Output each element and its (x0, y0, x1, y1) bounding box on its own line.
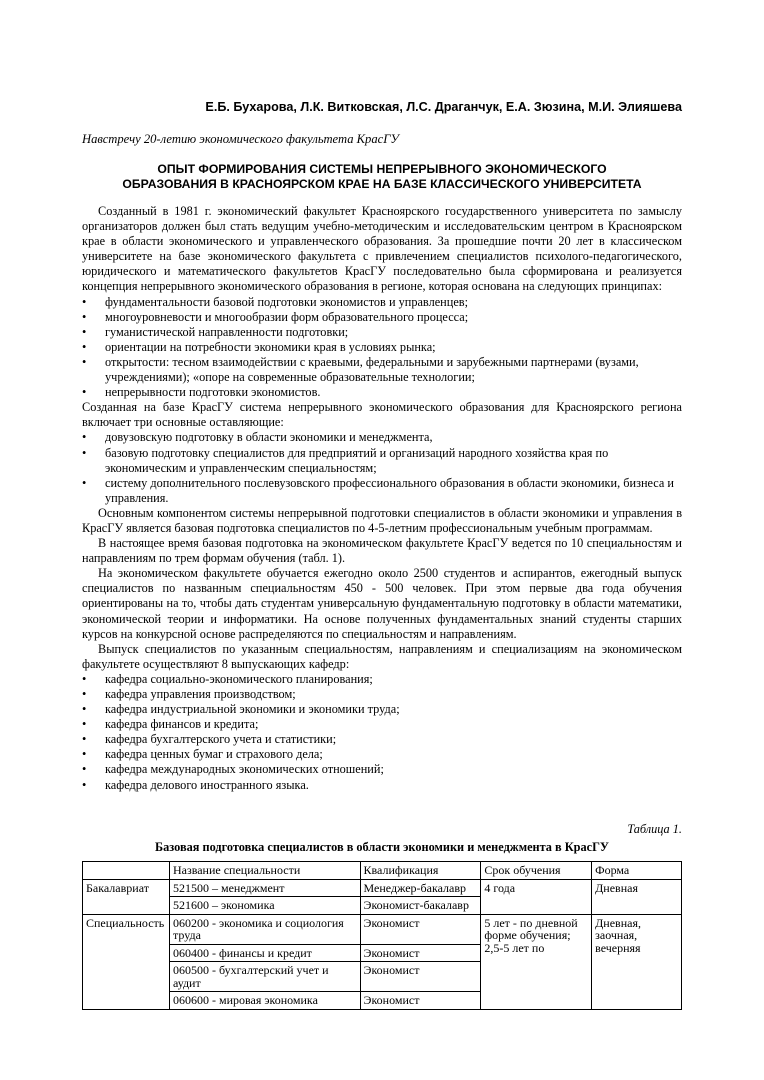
table-cell: 060400 - финансы и кредит (169, 944, 360, 962)
principles-list (82, 295, 682, 401)
components-list (82, 430, 682, 505)
table-cell: Экономист (360, 914, 481, 944)
paper-title (82, 162, 682, 192)
list-item: • базовую подготовку специалистов для предприятий и организаций народного хозяйства края по экономическим и управленческим специальностям; (82, 446, 682, 476)
list-item: • непрерывности подготовки экономистов. (82, 385, 682, 400)
form-text: Дневная, заочная, вечерняя (595, 915, 641, 955)
table-cell: Менеджер-бакалавр (360, 879, 481, 897)
table-header-cell: Название специальности (169, 862, 360, 880)
table-cell: Экономист-бакалавр (360, 897, 481, 915)
dedication: Навстречу 20-летию экономического факультета КрасГУ (82, 132, 399, 146)
paragraph-specialties: В настоящее время базовая подготовка на экономическом факультете КрасГУ ведется по 10 специальностям и направлениям по трем формам обучения (табл. 1). (82, 536, 682, 566)
table-cell: Экономист (360, 962, 481, 992)
table-cell: Экономист (360, 992, 481, 1010)
table-row (83, 914, 682, 944)
table-title: Базовая подготовка специалистов в области экономики и менеджмента в КрасГУ (155, 840, 609, 854)
list-item: • кафедра ценных бумаг и страхового дела; (82, 747, 682, 762)
table-cell: 521500 – менеджмент (169, 879, 360, 897)
table-header-cell: Форма (592, 862, 682, 880)
table-cell-term (481, 914, 592, 1009)
list-item: • кафедра индустриальной экономики и экономики труда; (82, 702, 682, 717)
table-cell-form: Дневная (592, 879, 682, 914)
title-line-2: ОБРАЗОВАНИЯ В КРАСНОЯРСКОМ КРАЕ НА БАЗЕ КЛАССИЧЕСКОГО УНИВЕРСИТЕТА (122, 177, 642, 191)
table-header-cell: Квалификация (360, 862, 481, 880)
list-item: • ориентации на потребности экономики края в условиях рынка; (82, 340, 682, 355)
term-text: 5 лет - по дневной форме обучения; 2,5-5 лет по (484, 915, 578, 955)
list-item: • кафедра делового иностранного языка. (82, 778, 682, 793)
list-item: • многоуровневости и многообразии форм образовательного процесса; (82, 310, 682, 325)
table-cell: 060200 - экономика и социология труда (169, 914, 360, 944)
table-header-row (83, 862, 682, 880)
title-line-1: ОПЫТ ФОРМИРОВАНИЯ СИСТЕМЫ НЕПРЕРЫВНОГО ЭКОНОМИЧЕСКОГО (157, 162, 607, 176)
paragraph-intro: Созданный в 1981 г. экономический факультет Красноярского государственного университета по замыслу организаторов должен был стать ведущим учебно-методическим и исследовательским центром в Красноярском крае в области экономического и управленческого образования. За прошедшие почти 20 лет в классическом университете на базе экономического факультета с привлечением специалистов психолого-педагогического, юридического и математического факультетов КрасГУ последовательно была сформирована и реализуется концепция непрерывного экономического образования в регионе, которая основана на следующих принципах: (82, 204, 682, 294)
table-row (83, 879, 682, 897)
list-item: • довузовскую подготовку в области экономики и менеджмента, (82, 430, 682, 445)
list-item: • гуманистической направленности подготовки; (82, 325, 682, 340)
table-cell-form (592, 914, 682, 1009)
list-item: • фундаментальности базовой подготовки экономистов и управленцев; (82, 295, 682, 310)
authors: Е.Б. Бухарова, Л.К. Витковская, Л.С. Драганчук, Е.А. Зюзина, М.И. Элияшева (205, 100, 682, 114)
departments-list (82, 672, 682, 793)
table-cell-level: Бакалавриат (83, 879, 170, 914)
table-cell: Экономист (360, 944, 481, 962)
list-item: • открытости: тесном взаимодействии с краевыми, федеральными и зарубежными партнерами (вузами, учреждениями); «опоре на современные образовательные технологии; (82, 355, 682, 385)
body-text (82, 204, 682, 793)
table-cell: 521600 – экономика (169, 897, 360, 915)
list-item: • кафедра финансов и кредита; (82, 717, 682, 732)
list-item: • систему дополнительного послевузовского профессионального образования в области экономики, бизнеса и управления. (82, 476, 682, 506)
paragraph-students: На экономическом факультете обучается ежегодно около 2500 студентов и аспирантов, ежегодный выпуск специалистов по названным специальностям 450 - 500 человек. При этом первые два года обучения ориентированы на то, чтобы дать студентам универсальную фундаментальную подготовку в области математики, экономической теории и информатики. На основе полученных фундаментальных знаний студенты старших курсов на конкурсной основе распределяются по специальностям и направлениям. (82, 566, 682, 641)
paragraph-departments: Выпуск специалистов по указанным специальностям, направлениям и специализациям на экономическом факультете осуществляют 8 выпускающих кафедр: (82, 641, 682, 671)
table-cell-level: Специальность (83, 914, 170, 1009)
paragraph-main-component: Основным компонентом системы непрерывной подготовки специалистов в области экономики и управления в КрасГУ является базовая подготовка специалистов по 4-5-летним профессиональным учебным программам. (82, 505, 682, 535)
table-cell: 060500 - бухгалтерский учет и аудит (169, 962, 360, 992)
list-item: • кафедра бухгалтерского учета и статистики; (82, 732, 682, 747)
list-item: • кафедра социально-экономического планирования; (82, 672, 682, 687)
table-caption: Таблица 1. (627, 822, 682, 836)
paragraph-components: Созданная на базе КрасГУ система непрерывного экономического образования для Красноярского региона включает три основные оставляющие: (82, 400, 682, 430)
table-header-cell (83, 862, 170, 880)
table-cell: 060600 - мировая экономика (169, 992, 360, 1010)
list-item: • кафедра управления производством; (82, 687, 682, 702)
table-cell-term: 4 года (481, 879, 592, 914)
list-item: • кафедра международных экономических отношений; (82, 762, 682, 777)
table-header-cell: Срок обучения (481, 862, 592, 880)
specialties-table (82, 861, 682, 1010)
